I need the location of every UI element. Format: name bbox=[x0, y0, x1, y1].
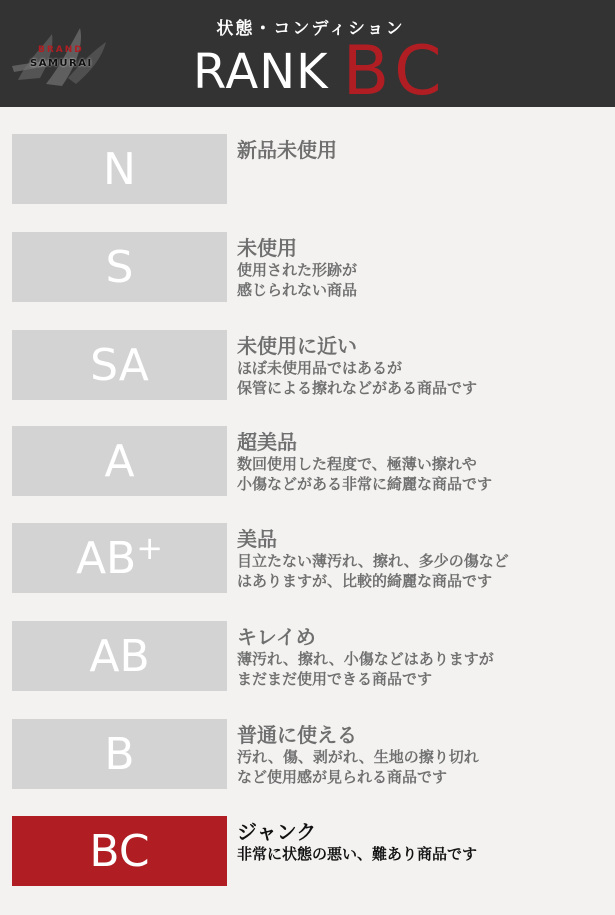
rank-description-line: はありますが、比較的綺麗な商品です bbox=[237, 572, 493, 590]
logo-samurai-text: SAMURAI bbox=[30, 58, 93, 69]
rank-badge bbox=[12, 523, 227, 593]
rank-code: BC bbox=[89, 825, 150, 877]
rank-badge bbox=[12, 816, 227, 886]
rank-description bbox=[237, 551, 509, 591]
rank-row bbox=[0, 816, 615, 888]
rank-word: RANK bbox=[193, 44, 329, 100]
rank-description-line: 非常に状態の悪い、難あり商品です bbox=[237, 845, 478, 863]
page-title bbox=[193, 32, 448, 111]
rank-name: 新品未使用 bbox=[237, 138, 337, 162]
rank-badge bbox=[12, 330, 227, 400]
rank-code: B bbox=[104, 728, 135, 780]
rank-name: 未使用に近い bbox=[237, 334, 357, 358]
rank-description-line: まだまだ使用できる商品です bbox=[237, 670, 433, 688]
rank-badge bbox=[12, 426, 227, 496]
rank-name: 美品 bbox=[237, 527, 277, 551]
rank-code: SA bbox=[90, 339, 149, 391]
rank-row bbox=[0, 426, 615, 498]
rank-description-line: 保管による擦れなどがある商品です bbox=[237, 379, 478, 397]
rank-name: 普通に使える bbox=[237, 723, 357, 747]
rank-description bbox=[237, 747, 479, 787]
rank-row bbox=[0, 621, 615, 693]
rank-description bbox=[237, 844, 477, 864]
rank-name: 未使用 bbox=[237, 236, 297, 260]
rank-code: AB bbox=[89, 630, 150, 682]
rank-row bbox=[0, 232, 615, 304]
rank-badge bbox=[12, 719, 227, 789]
rank-description-line: 汚れ、傷、剥がれ、生地の擦り切れ bbox=[237, 748, 479, 766]
rank-name: 超美品 bbox=[237, 430, 297, 454]
header-subtitle bbox=[0, 14, 615, 39]
rank-badge bbox=[12, 232, 227, 302]
rank-row bbox=[0, 523, 615, 595]
logo-brand-text: BRAND bbox=[38, 45, 84, 55]
rank-description-line: 使用された形跡が bbox=[237, 261, 358, 279]
header bbox=[0, 0, 615, 111]
rank-description-line: など使用感が見られる商品です bbox=[237, 768, 448, 786]
rank-name: キレイめ bbox=[237, 625, 316, 649]
rank-name: ジャンク bbox=[237, 820, 317, 844]
rank-description-line: 小傷などがある非常に綺麗な商品です bbox=[237, 475, 493, 493]
rank-code: A bbox=[104, 435, 135, 487]
rank-description bbox=[237, 358, 477, 398]
rank-code: AB bbox=[75, 532, 137, 584]
rank-description-line: 目立たない薄汚れ、擦れ、多少の傷など bbox=[237, 552, 509, 570]
rank-row bbox=[0, 330, 615, 402]
rank-row bbox=[0, 719, 615, 791]
rank-description-line: ほぼ未使用品ではあるが bbox=[237, 359, 403, 377]
rank-description bbox=[237, 649, 494, 689]
rank-description bbox=[237, 454, 492, 494]
rank-description-line: 感じられない商品 bbox=[237, 281, 358, 299]
rank-code: S bbox=[105, 241, 134, 293]
current-rank-code: BC bbox=[342, 32, 448, 111]
rank-description bbox=[237, 260, 357, 300]
rank-code-plus: + bbox=[136, 529, 164, 567]
rank-badge bbox=[12, 134, 227, 204]
rank-row bbox=[0, 134, 615, 206]
rank-badge bbox=[12, 621, 227, 691]
rank-code: N bbox=[103, 143, 136, 195]
rank-description-line: 薄汚れ、擦れ、小傷などはありますが bbox=[237, 650, 494, 668]
rank-description-line: 数回使用した程度で、極薄い擦れや bbox=[237, 455, 477, 473]
subtitle-text: 状態・コンディション bbox=[216, 19, 405, 39]
